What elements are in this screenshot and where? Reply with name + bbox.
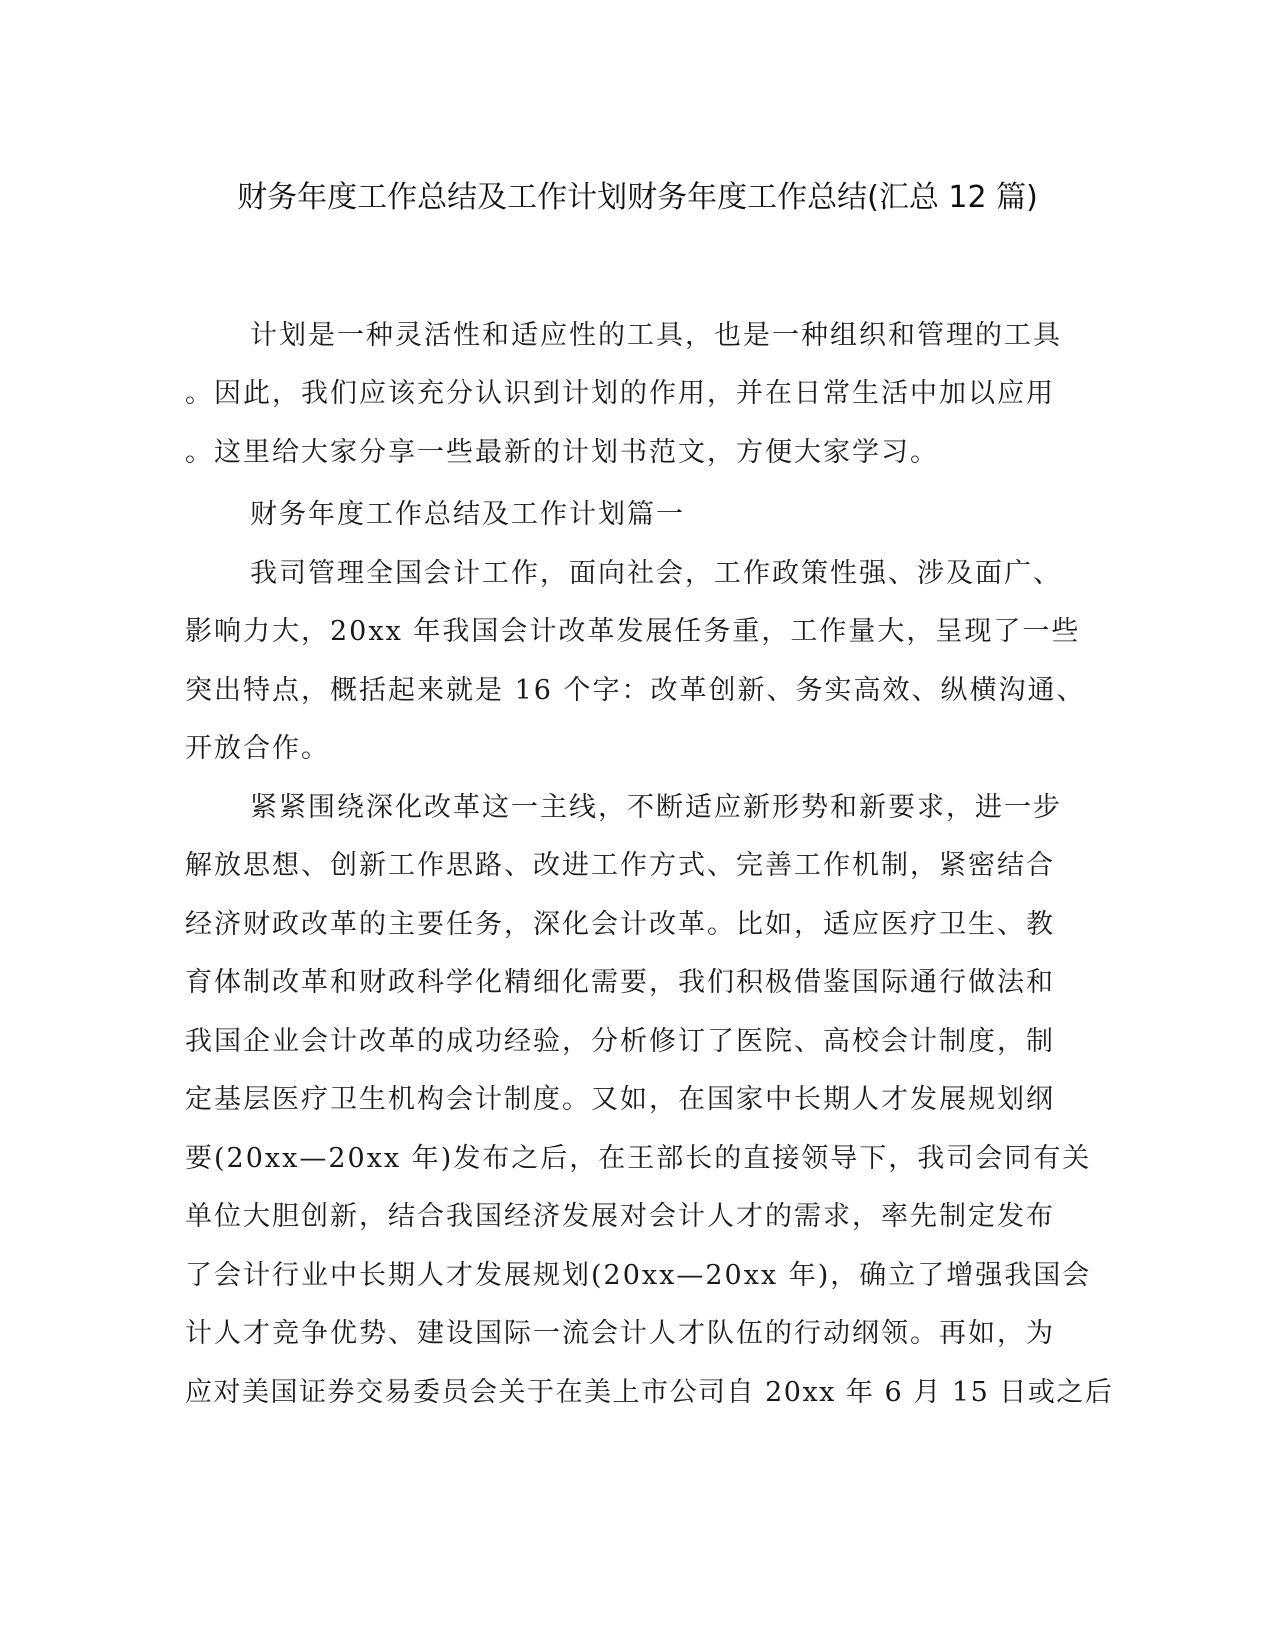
paragraph-line: 我国企业会计改革的成功经验，分析修订了医院、高校会计制度，制 (185, 1026, 1055, 1057)
paragraph-line: 。因此，我们应该充分认识到计划的作用，并在日常生活中加以应用 (185, 378, 1055, 409)
paragraph-line: 育体制改革和财政科学化精细化需要，我们积极借鉴国际通行做法和 (185, 967, 1055, 998)
paragraph-line: 。这里给大家分享一些最新的计划书范文，方便大家学习。 (185, 437, 939, 468)
paragraph-line: 单位大胆创新，结合我国经济发展对会计人才的需求，率先制定发布 (185, 1201, 1055, 1232)
paragraph-line: 我司管理全国会计工作，面向社会，工作政策性强、涉及面广、 (250, 558, 1062, 589)
paragraph-line: 开放合作。 (185, 733, 330, 764)
paragraph-line: 影响力大，20xx 年我国会计改革发展任务重，工作量大，呈现了一些 (185, 616, 1081, 647)
paragraph-line: 了会计行业中长期人才发展规划(20xx—20xx 年)，确立了增强我国会 (185, 1260, 1092, 1291)
document-title: 财务年度工作总结及工作计划财务年度工作总结(汇总 12 篇) (237, 180, 1038, 215)
paragraph-line: 应对美国证券交易委员会关于在美上市公司自 20xx 年 6 月 15 日或之后 (185, 1377, 1114, 1408)
paragraph-line: 解放思想、创新工作思路、改进工作方式、完善工作机制，紧密结合 (185, 850, 1055, 881)
paragraph-line: 紧紧围绕深化改革这一主线，不断适应新形势和新要求，进一步 (250, 792, 1062, 823)
section-heading: 财务年度工作总结及工作计划篇一 (250, 499, 685, 530)
paragraph-line: 定基层医疗卫生机构会计制度。又如，在国家中长期人才发展规划纲 (185, 1084, 1055, 1115)
paragraph-line: 经济财政改革的主要任务，深化会计改革。比如，适应医疗卫生、教 (185, 909, 1055, 940)
paragraph-line: 计划是一种灵活性和适应性的工具，也是一种组织和管理的工具 (250, 320, 1062, 351)
paragraph-line: 要(20xx—20xx 年)发布之后，在王部长的直接领导下，我司会同有关 (185, 1143, 1092, 1174)
paragraph-line: 突出特点，概括起来就是 16 个字：改革创新、务实高效、纵横沟通、 (185, 675, 1086, 706)
paragraph-line: 计人才竞争优势、建设国际一流会计人才队伍的行动纲领。再如，为 (185, 1318, 1055, 1349)
